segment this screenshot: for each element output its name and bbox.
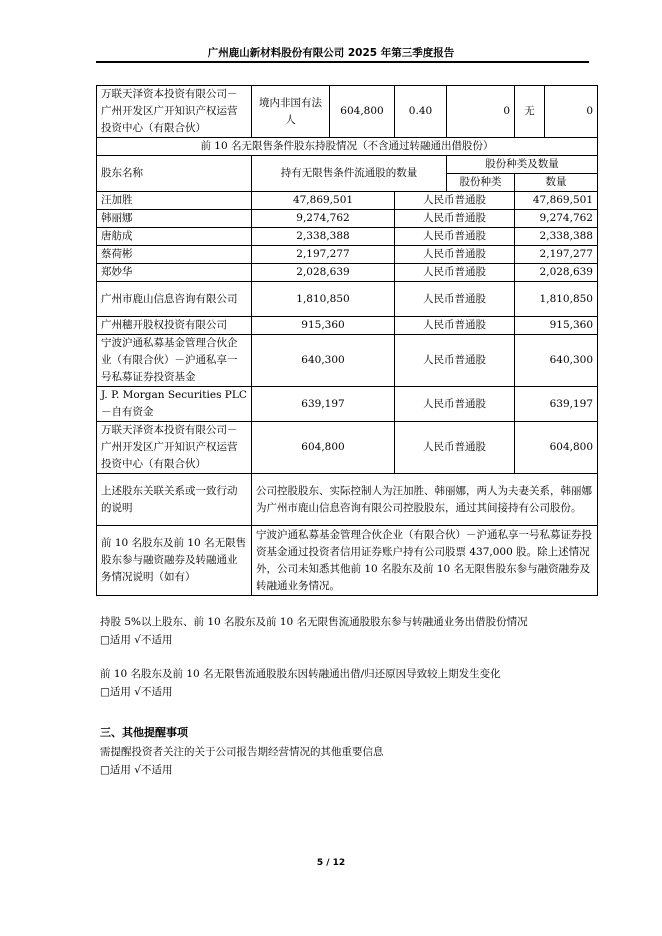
table-row — [97, 210, 598, 228]
margin-trading-text: 宁波沪通私募基金管理合伙企业（有限合伙）－沪通私享一号私募证券投资基金通过投资者信用证券账户持有公司股票 437,000 股。除上述情况外，公司未知悉其他前 10 名股东及前 10 名无限售股东参与融资融券及转融通业务情况。 — [252, 526, 598, 596]
table-row — [97, 317, 598, 335]
share-type: 人民币普通股 — [395, 210, 515, 228]
shareholder-table — [96, 85, 598, 596]
share-amount: 640,300 — [515, 335, 598, 387]
shareholder-name: 蔡荷彬 — [97, 246, 252, 264]
shareholder-name: 广州穗开股权投资有限公司 — [97, 317, 252, 335]
table-row — [97, 387, 598, 422]
share-type: 人民币普通股 — [395, 422, 515, 474]
col-header-type-group: 股份种类及数量 — [447, 156, 598, 174]
unrestricted-qty: 639,197 — [252, 387, 395, 422]
header-rule — [96, 61, 589, 63]
col-header-type: 股份种类 — [447, 174, 515, 192]
table-row — [97, 246, 598, 264]
share-type: 人民币普通股 — [395, 228, 515, 246]
top-row-pledge-qty: 0 — [545, 86, 598, 138]
unrestricted-qty: 640,300 — [252, 335, 395, 387]
share-amount: 2,028,639 — [515, 264, 598, 282]
lending-change-options: □适用 √不适用 — [100, 686, 173, 698]
relation-text: 公司控股股东、实际控制人为汪加胜、韩丽娜，两人为夫妻关系，韩丽娜为广州市鹿山信息咨询有限公司控股股东，通过其间接持有公司股份。 — [252, 474, 598, 526]
unrestricted-qty: 2,338,388 — [252, 228, 395, 246]
margin-trading-row — [97, 526, 598, 596]
share-amount: 915,360 — [515, 317, 598, 335]
col-header-amount: 数量 — [515, 174, 598, 192]
top-row-ratio: 0.40 — [395, 86, 447, 138]
table-row — [97, 264, 598, 282]
shareholder-name: J. P. Morgan Securities PLC－自有资金 — [97, 387, 252, 422]
other-reminders-options: □适用 √不适用 — [100, 764, 173, 776]
securities-lending-note: 持股 5%以上股东、前 10 名股东及前 10 名无限售流通股股东参与转融通业务出借股份情况 — [100, 616, 528, 628]
unrestricted-qty: 9,274,762 — [252, 210, 395, 228]
unrestricted-qty: 2,197,277 — [252, 246, 395, 264]
share-amount: 2,338,388 — [515, 228, 598, 246]
securities-lending-options: □适用 √不适用 — [100, 634, 173, 646]
other-reminders-text: 需提醒投资者关注的关于公司报告期经营情况的其他重要信息 — [100, 746, 384, 758]
top-row-name: 万联天泽资本投资有限公司－广州开发区广开知识产权运营投资中心（有限合伙） — [97, 86, 252, 138]
shareholder-name: 汪加胜 — [97, 192, 252, 210]
section-title: 前 10 名无限售条件股东持股情况（不含通过转融通出借股份） — [97, 138, 598, 156]
table-row — [97, 422, 598, 474]
share-amount: 9,274,762 — [515, 210, 598, 228]
share-amount: 639,197 — [515, 387, 598, 422]
report-header-title: 广州鹿山新材料股份有限公司 2025 年第三季度报告 — [207, 47, 455, 59]
unrestricted-qty: 2,028,639 — [252, 264, 395, 282]
other-reminders-heading: 三、其他提醒事项 — [100, 726, 188, 739]
share-type: 人民币普通股 — [395, 282, 515, 317]
table-row — [97, 192, 598, 210]
shareholder-name: 万联天泽资本投资有限公司－广州开发区广开知识产权运营投资中心（有限合伙） — [97, 422, 252, 474]
table-row — [97, 335, 598, 387]
table-row — [97, 228, 598, 246]
share-amount: 47,869,501 — [515, 192, 598, 210]
top-shareholder-row — [97, 86, 598, 138]
unrestricted-qty: 47,869,501 — [252, 192, 395, 210]
top-row-nature: 境内非国有法人 — [252, 86, 330, 138]
unrestricted-qty: 915,360 — [252, 317, 395, 335]
col-header-name: 股东名称 — [97, 156, 252, 192]
shareholder-name: 广州市鹿山信息咨询有限公司 — [97, 282, 252, 317]
share-type: 人民币普通股 — [395, 317, 515, 335]
top-row-shares: 604,800 — [330, 86, 395, 138]
shareholder-name: 韩丽娜 — [97, 210, 252, 228]
share-type: 人民币普通股 — [395, 192, 515, 210]
share-type: 人民币普通股 — [395, 246, 515, 264]
share-amount: 604,800 — [515, 422, 598, 474]
share-amount: 1,810,850 — [515, 282, 598, 317]
top-row-restricted: 0 — [447, 86, 515, 138]
relation-row — [97, 474, 598, 526]
share-amount: 2,197,277 — [515, 246, 598, 264]
margin-trading-label: 前 10 名股东及前 10 名无限售股东参与融资融券及转融通业务情况说明（如有） — [97, 526, 252, 596]
unrestricted-qty: 1,810,850 — [252, 282, 395, 317]
share-type: 人民币普通股 — [395, 264, 515, 282]
col-header-qty: 持有无限售条件流通股的数量 — [252, 156, 447, 192]
unrestricted-qty: 604,800 — [252, 422, 395, 474]
page-number: 5 / 12 — [316, 858, 346, 868]
shareholder-name: 郑妙华 — [97, 264, 252, 282]
top-row-pledge-status: 无 — [515, 86, 545, 138]
lending-change-note: 前 10 名股东及前 10 名无限售流通股股东因转融通出借/归还原因导致较上期发生变化 — [100, 668, 501, 680]
share-type: 人民币普通股 — [395, 387, 515, 422]
shareholder-name: 宁波沪通私募基金管理合伙企业（有限合伙）－沪通私享一号私募证券投资基金 — [97, 335, 252, 387]
shareholder-name: 唐舫成 — [97, 228, 252, 246]
relation-label: 上述股东关联关系或一致行动的说明 — [97, 474, 252, 526]
table-row — [97, 282, 598, 317]
share-type: 人民币普通股 — [395, 335, 515, 387]
